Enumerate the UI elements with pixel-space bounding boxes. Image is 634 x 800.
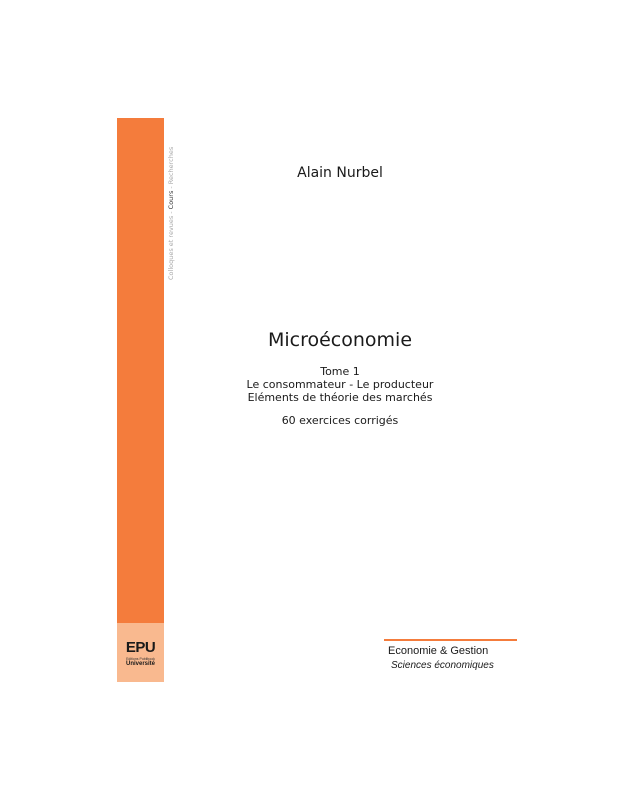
series-separator: -	[167, 186, 175, 189]
logo-mark: EPU	[125, 639, 156, 656]
collection-name: Economie & Gestion	[388, 645, 489, 657]
collection-divider	[384, 639, 517, 641]
volume-label: Tome 1	[320, 365, 360, 378]
book-title: Microéconomie	[267, 329, 413, 351]
spine-orange-bar	[117, 118, 164, 623]
series-separator: -	[167, 211, 175, 214]
subtitle-line-2: Eléments de théorie des marchés	[247, 391, 433, 404]
series-item-colloques: Colloques et revues	[167, 215, 175, 280]
series-item-recherches: Recherches	[167, 146, 175, 185]
subtitle-line-1: Le consommateur - Le producteur	[246, 378, 434, 391]
logo-line-2: Université	[125, 661, 155, 667]
collection-subname: Sciences économiques	[391, 660, 494, 671]
exercises-label: 60 exercices corrigés	[281, 414, 399, 427]
series-nav	[166, 147, 176, 280]
logo-line-1: Editions Publibook	[126, 657, 155, 661]
series-item-cours: Cours	[167, 190, 175, 210]
publisher-logo	[117, 623, 164, 682]
author-name: Alain Nurbel	[297, 165, 383, 181]
